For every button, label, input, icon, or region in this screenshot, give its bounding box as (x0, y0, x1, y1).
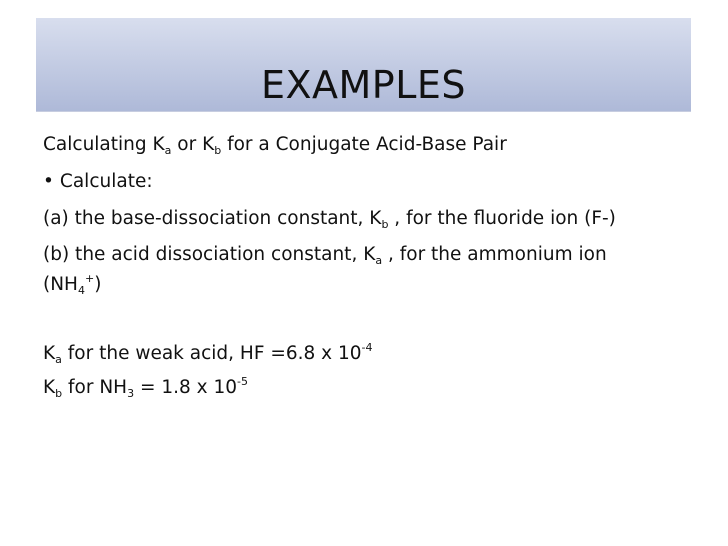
question-a-line (43, 207, 616, 231)
heading-line (43, 133, 507, 157)
superscript: + (84, 272, 95, 285)
bullet-line (43, 170, 153, 194)
subscript: b (214, 144, 222, 157)
ka-given-line (43, 342, 373, 366)
subscript: a (55, 353, 62, 366)
kb-given-line (43, 376, 248, 400)
question-b-line (43, 243, 607, 267)
text: K (43, 343, 56, 364)
subscript: 3 (127, 387, 135, 400)
subscript: b (381, 218, 389, 231)
text: or K (171, 134, 215, 155)
bullet-icon: • (43, 171, 54, 192)
text: K (43, 377, 56, 398)
text: = 1.8 x 10 (134, 377, 238, 398)
superscript: -5 (237, 375, 248, 388)
title-bar (36, 18, 691, 112)
subscript: b (55, 387, 63, 400)
superscript: -4 (361, 341, 373, 354)
subscript: a (375, 254, 383, 267)
text: for a Conjugate Acid-Base Pair (221, 134, 507, 155)
text: Calculate: (59, 171, 153, 192)
text: for the weak acid, HF =6.8 x 10 (61, 343, 362, 364)
slide-title: EXAMPLES (260, 63, 467, 107)
text: (a) the base-dissociation constant, K (43, 208, 382, 229)
text: (NH (43, 274, 78, 295)
text: (b) the acid dissociation constant, K (43, 244, 376, 265)
subscript: 4 (77, 284, 85, 297)
question-b-continuation (43, 273, 101, 297)
text: , for the fluoride ion (F-) (388, 208, 616, 229)
text: , for the ammonium ion (382, 244, 607, 265)
subscript: a (164, 144, 172, 157)
text: for NH (62, 377, 128, 398)
text: Calculating K (43, 134, 165, 155)
text: ) (94, 274, 102, 295)
